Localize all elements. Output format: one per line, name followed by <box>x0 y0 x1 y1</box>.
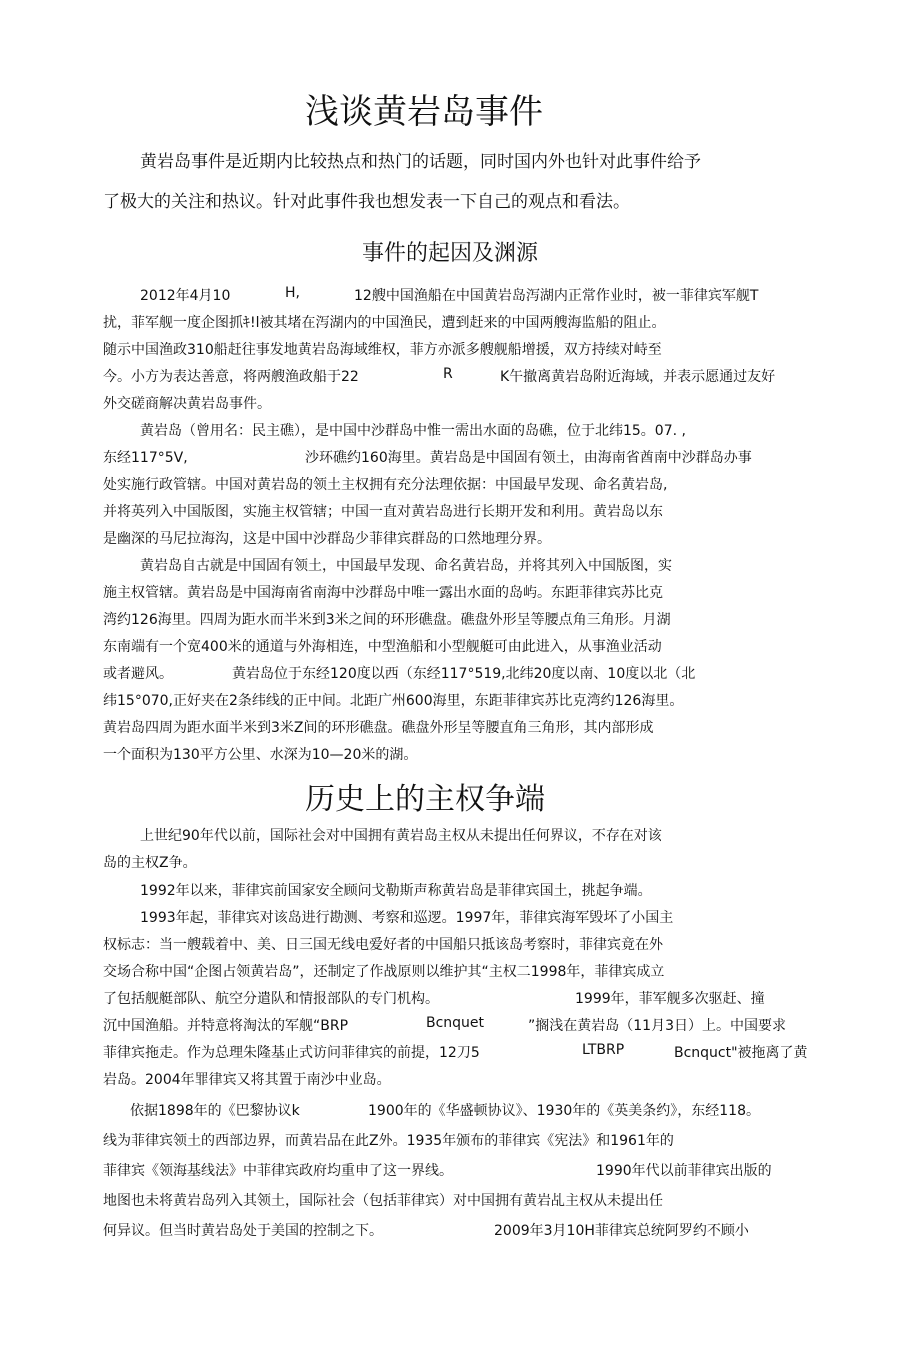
paragraph-line: 黄岩岛位于东经120度以西（东经117°519,北纬20度以南、10度以北（北 <box>232 666 696 682</box>
paragraph-line: 处实施行政管辖。中国对黄岩岛的领土主权拥有充分法理依据：中国最早发现、命名黄岩岛, <box>103 477 668 493</box>
section-heading: 历史上的主权争端 <box>305 782 545 817</box>
paragraph-line: 东南端有一个宽400米的通道与外海相连，中型渔船和小型舰艇可由此进入，从事渔业活动 <box>103 639 662 655</box>
paragraph-line: 交场合称中国“企图占领黄岩岛”，还制定了作战原则以维护其“主权二1998年，菲律宾成立 <box>103 964 665 980</box>
paragraph-line: 黄岩岛（曾用名：民主礁），是中国中沙群岛中惟一需出水面的岛礁，位于北纬15。07. , <box>140 423 686 439</box>
paragraph-line: 一个面积为130平方公里、水深为10—20米的湖。 <box>103 747 418 763</box>
paragraph-line: 黄岩岛自古就是中国固有领土，中国最早发现、命名黄岩岛，并将其列入中国版图，实 <box>140 558 672 574</box>
paragraph-line: Bcnquet <box>426 1015 485 1031</box>
intro-line: 黄岩岛事件是近期内比较热点和热门的话题，同时国内外也针对此事件给予 <box>140 152 701 172</box>
paragraph-line: 2012年4月10 <box>140 288 231 304</box>
paragraph-line: 岛的主权Z争。 <box>103 855 197 871</box>
paragraph-line: 菲律宾《领海基线法》中菲律宾政府均重申了这一界线。 <box>103 1163 453 1179</box>
paragraph-line: K午撤离黄岩岛附近海域，并表示愿通过友好 <box>500 369 776 385</box>
document-title: 浅谈黄岩岛事件 <box>305 92 543 132</box>
paragraph-line: 依据1898年的《巴黎协议k <box>130 1103 300 1119</box>
paragraph-line: 是幽深的马尼拉海沟，这是中国中沙群岛少菲律宾群岛的口然地理分界。 <box>103 531 551 547</box>
paragraph-line: 或者避风。 <box>103 666 173 682</box>
paragraph-line: 权标志：当一艘载着中、美、日三国无线电爱好者的中国船只抵该岛考察时，菲律宾竟在外 <box>103 937 663 953</box>
paragraph-line: 湾约126海里。四周为距水而半米到3米之间的环形礁盘。礁盘外形呈等腰点角三角形。月湖 <box>103 612 671 628</box>
paragraph-line: 沉中国渔船。并特意将淘汰的军舰“BRP <box>103 1018 349 1034</box>
paragraph-line: ”搁浅在黄岩岛（11月3日）上。中国要求 <box>528 1018 786 1034</box>
paragraph-line: 线为菲律宾领土的西部边界，而黄岩品在此Z外。1935年颁布的菲律宾《宪法》和1961年的 <box>103 1133 674 1149</box>
paragraph-line: 沙环礁约160海里。黄岩岛是中国固有领土，由海南省酋南中沙群岛办事 <box>305 450 752 466</box>
paragraph-line: 1990年代以前菲律宾出版的 <box>596 1163 772 1179</box>
paragraph-line: 了包括舰艇部队、航空分遣队和情报部队的专门机构。 <box>103 991 439 1007</box>
section-heading: 事件的起因及渊源 <box>362 241 539 266</box>
paragraph-line: H, <box>285 285 300 301</box>
paragraph-line: LTBRP <box>582 1042 625 1058</box>
paragraph-line: 东经117°5V, <box>103 450 188 466</box>
paragraph-line: R <box>443 366 453 382</box>
paragraph-line: 何异议。但当时黄岩岛处于美国的控制之下。 <box>103 1223 383 1239</box>
paragraph-line: 并将英列入中国版图，实施主权管辖；中国一直对黄岩岛进行长期开发和利用。黄岩岛以东 <box>103 504 663 520</box>
paragraph-line: 纬15°070,正好夹在2条纬线的正中间。北距广州600海里，东距菲律宾苏比克湾约126海里。 <box>103 693 684 709</box>
paragraph-line: 1999年，菲军舰多次驱赶、撞 <box>575 991 765 1007</box>
paragraph-line: 1992年以来，菲律宾前国家安全顾问戈勒斯声称黄岩岛是菲律宾国土，挑起争端。 <box>140 883 652 899</box>
paragraph-line: 地图也未将黄岩岛列入其领土，国际社会（包括菲律宾）对中国拥有黄岩乩主权从未提出任 <box>103 1193 663 1209</box>
paragraph-line: 2009年3月10H菲律宾总统阿罗约不顾小 <box>494 1223 749 1239</box>
paragraph-line: 菲律宾拖走。作为总理朱隆基止式访问菲律宾的前提，12刀5 <box>103 1045 480 1061</box>
paragraph-line: 1993年起，菲律宾对该岛进行勘测、考察和巡逻。1997年，菲律宾海军毁坏了小国主 <box>140 910 674 926</box>
paragraph-line: 外交磋商解决黄岩岛事件。 <box>103 396 271 412</box>
paragraph-line: 施主权管辖。黄岩岛是中国海南省南海中沙群岛中唯一露出水面的岛屿。东距菲律宾苏比克 <box>103 585 663 601</box>
paragraph-line: 12艘中国渔船在中国黄岩岛泻湖内正常作业时，被一菲律宾军舰T <box>354 288 759 304</box>
paragraph-line: 今。小方为表达善意，将两艘渔政船于22 <box>103 369 359 385</box>
paragraph-line: Bcnquct"被拖离了黄 <box>674 1045 808 1061</box>
paragraph-line: 黄岩岛四周为距水面半米到3米Z间的环形礁盘。礁盘外形呈等腰直角三角形，其内部形成 <box>103 720 654 736</box>
paragraph-line: 上世纪90年代以前，国际社会对中国拥有黄岩岛主权从未提出任何界议，不存在对该 <box>140 828 662 844</box>
paragraph-line: 岩岛。2004年罪律宾又将其置于南沙中业岛。 <box>103 1072 391 1088</box>
paragraph-line: 随示中国渔政310船赶往事发地黄岩岛海域维权，菲方亦派多艘舰船增援，双方持续对峙至 <box>103 342 662 358</box>
intro-line: 了极大的关注和热议。针对此事件我也想发表一下自己的观点和看法。 <box>103 192 630 212</box>
paragraph-line: 扰，菲军舰一度企图抓ｷ!l被其堵在泻湖内的中国渔民，遭到赶来的中国两艘海监船的阻止。 <box>103 315 666 331</box>
paragraph-line: 1900年的《华盛顿协议》、1930年的《英美条约》，东经118。 <box>368 1103 760 1119</box>
